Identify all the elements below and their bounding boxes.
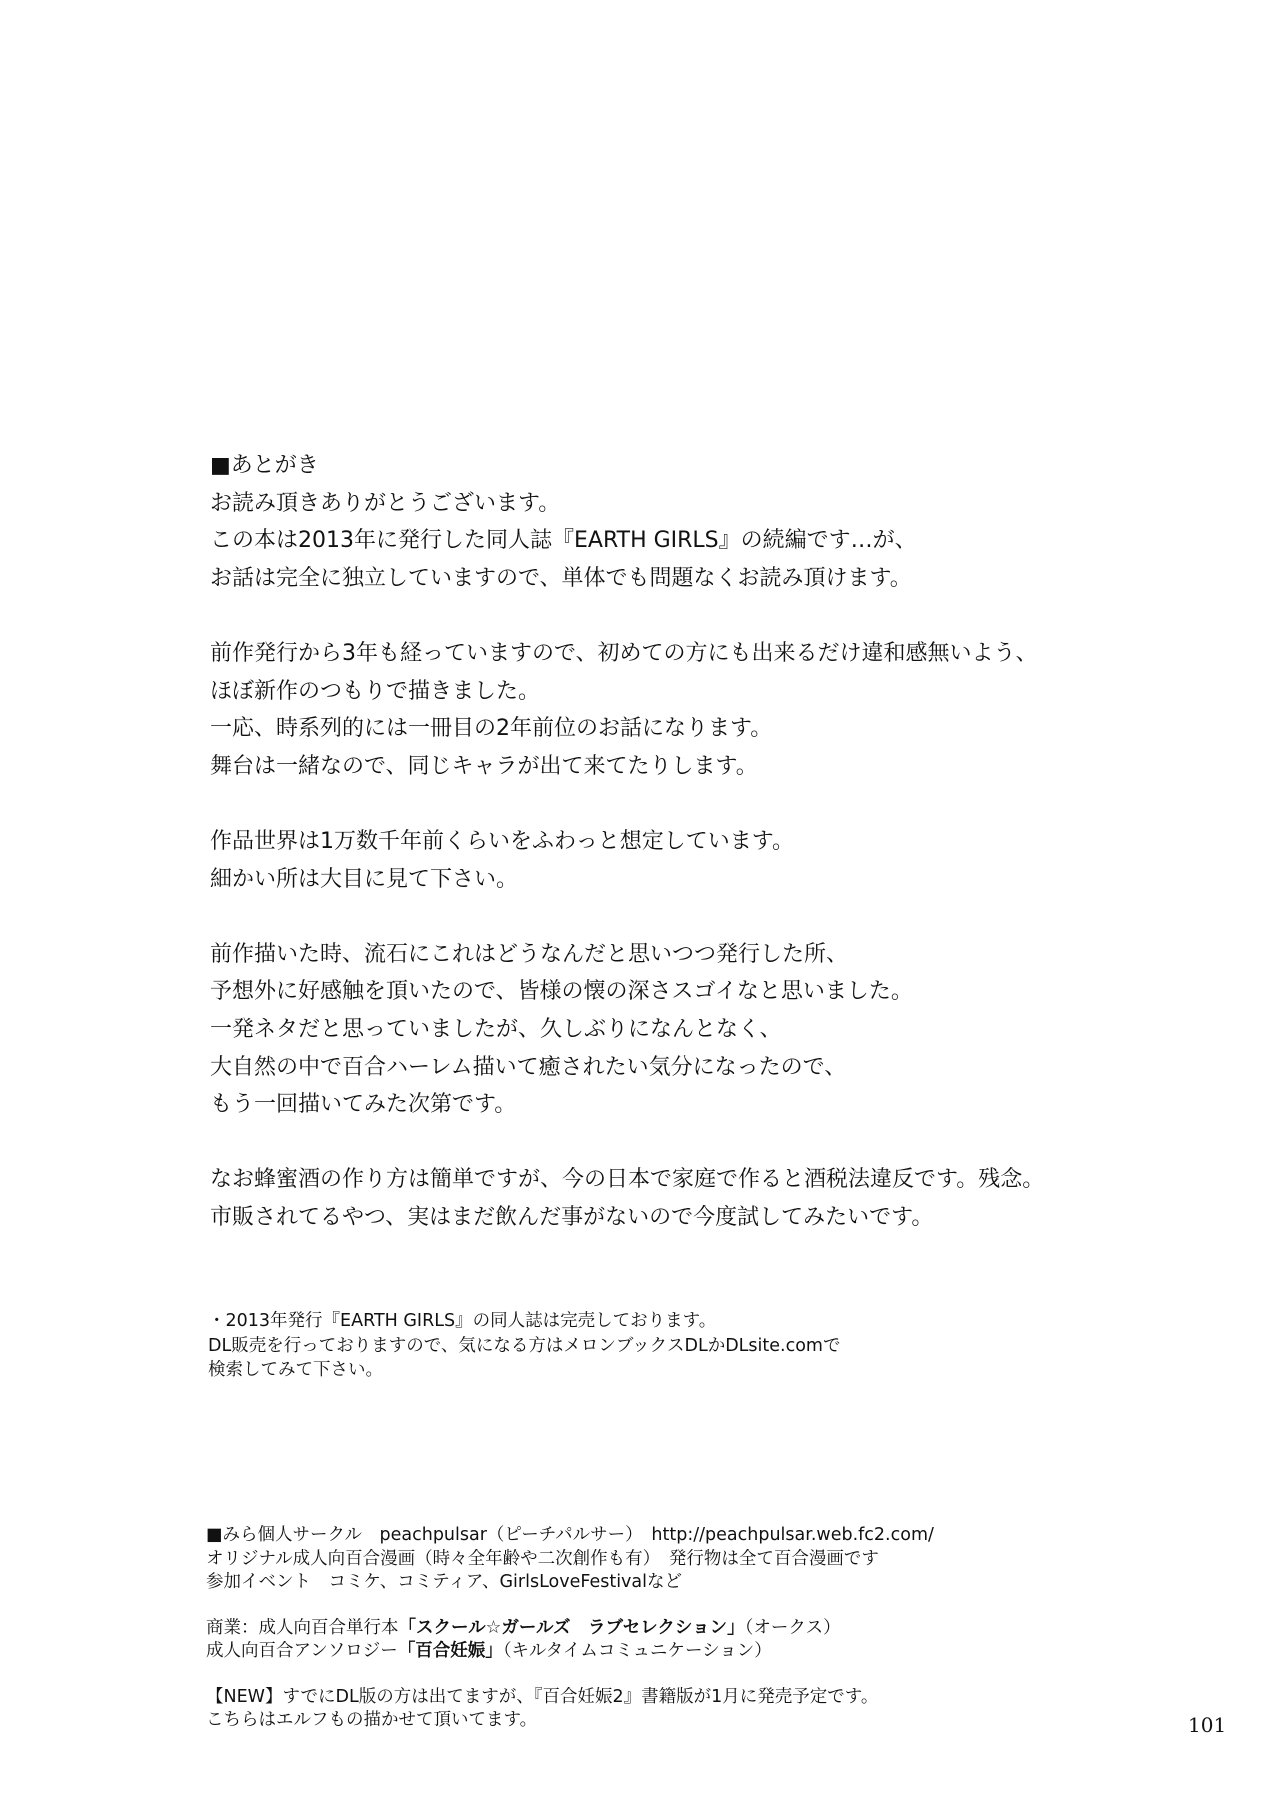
text-line: お話は完全に独立していますので、単体でも問題なくお読み頂けます。 — [210, 565, 912, 591]
afterword-heading: ■あとがき — [210, 453, 319, 478]
note-line: ・2013年発行『EARTH GIRLS』の同人誌は完売しております。 — [208, 1311, 717, 1331]
note-line: DL販売を行っておりますので、気になる方はメロンブックスDLかDLsite.comで — [208, 1335, 841, 1356]
book-title: 「スクール☆ガールズ ラブセレクション」 — [398, 1617, 745, 1638]
text-line: 舞台は一緒なので、同じキャラが出て来てたりします。 — [210, 753, 758, 779]
commercial-prefix: 商業：成人向百合単行本 — [206, 1617, 399, 1638]
text-line: 一応、時系列的には一冊目の2年前位のお話になります。 — [210, 716, 773, 742]
circle-info — [206, 1524, 934, 1733]
commercial-line — [206, 1640, 934, 1664]
book-title: 「百合妊娠」 — [397, 1641, 503, 1661]
news-line: 【NEW】すでにDL版の方は出てますが、『百合妊娠2』書籍版が1月に発売予定です。 — [206, 1686, 879, 1707]
text-line: なお蜂蜜酒の作り方は簡単ですが、今の日本で家庭で作ると酒税法違反です。残念。 — [210, 1167, 1045, 1193]
text-line: 予想外に好感触を頂いたので、皆様の懐の深さスゴイなと思いました。 — [210, 979, 913, 1005]
text-line: 前作描いた時、流石にこれはどうなんだと思いつつ発行した所、 — [210, 941, 849, 967]
text-line: もう一回描いてみた次第です。 — [210, 1092, 517, 1118]
commercial-prefix: 成人向百合アンソロジー — [206, 1641, 398, 1661]
afterword — [210, 447, 1044, 1236]
sold-out-note — [208, 1309, 840, 1383]
circle-line: ■みら個人サークル peachpulsar（ピーチパルサー） http://peachpulsar.web.fc2.com/ — [206, 1525, 934, 1545]
text-line: この本は2013年に発行した同人誌『EARTH GIRLS』の続編です…が、 — [210, 528, 917, 554]
text-line: 前作発行から3年も経っていますので、初めての方にも出来るだけ違和感無いよう、 — [210, 640, 1038, 666]
page-number: 101 — [1188, 1713, 1227, 1737]
commercial-line — [206, 1617, 934, 1641]
publisher: （キルタイムコミュニケーション） — [502, 1641, 772, 1661]
circle-line: オリジナル成人向百合漫画（時々全年齢や二次創作も有） 発行物は全て百合漫画です — [206, 1548, 879, 1569]
text-line: 市販されてるやつ、実はまだ飲んだ事がないので今度試してみたいです。 — [210, 1204, 934, 1230]
news-line: こちらはエルフもの描かせて頂いてます。 — [206, 1710, 538, 1730]
text-line: お読み頂きありがとうございます。 — [210, 490, 561, 516]
text-line: 細かい所は大目に見て下さい。 — [210, 866, 519, 892]
circle-line: 参加イベント コミケ、コミティア、GirlsLoveFestivalなど — [206, 1572, 683, 1592]
publisher: （オークス） — [744, 1617, 841, 1638]
text-line: 作品世界は1万数千年前くらいをふわっと想定しています。 — [210, 828, 795, 854]
text-line: 大自然の中で百合ハーレム描いて癒されたい気分になったので、 — [210, 1054, 847, 1080]
text-line: ほぼ新作のつもりで描きました。 — [210, 678, 541, 704]
note-line: 検索してみて下さい。 — [208, 1360, 383, 1380]
text-line: 一発ネタだと思っていましたが、久しぶりになんとなく、 — [210, 1016, 782, 1042]
